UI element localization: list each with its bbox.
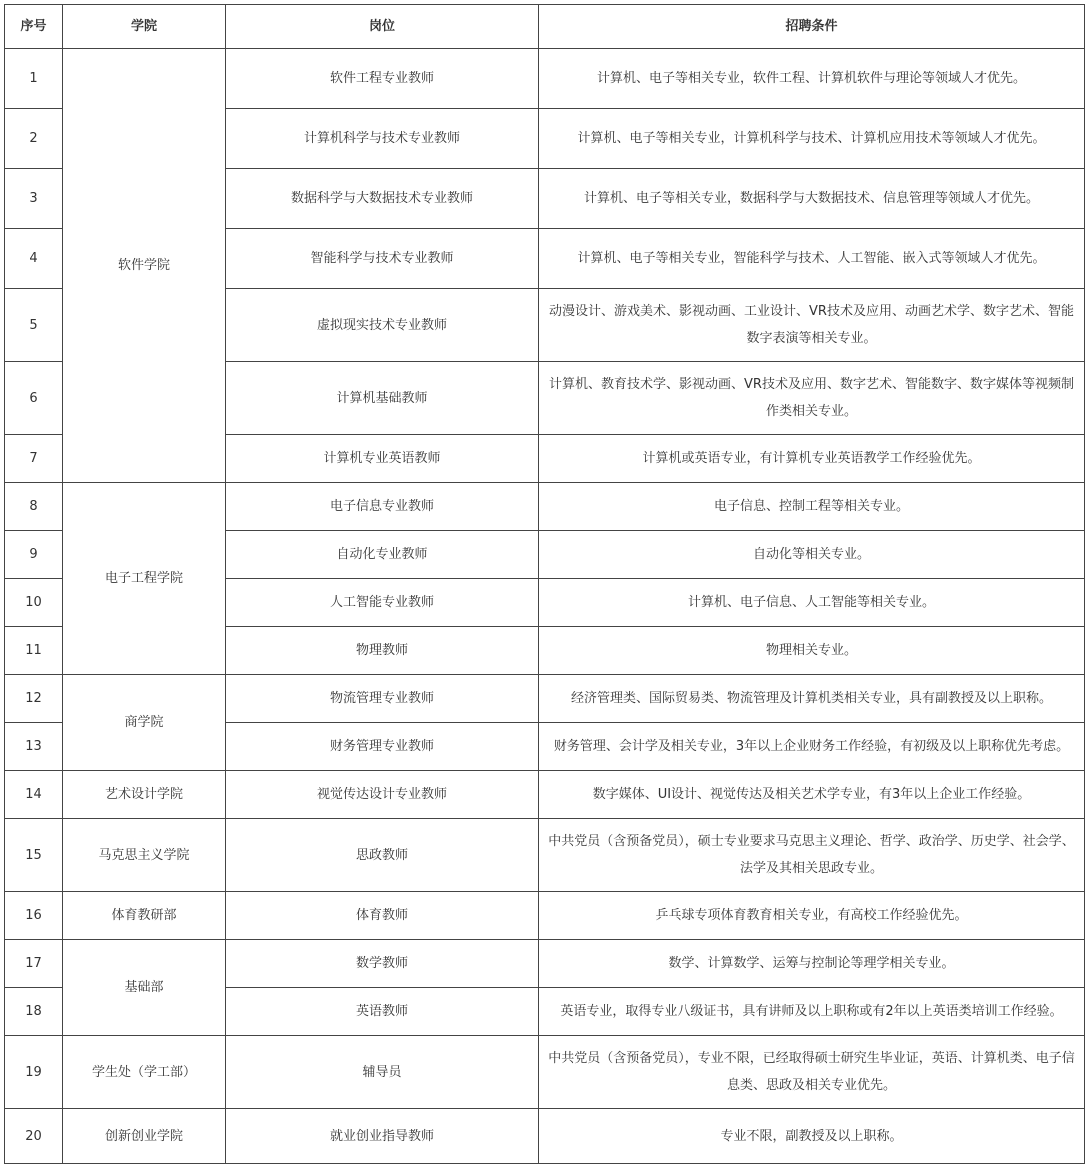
table-row	[5, 771, 1085, 819]
cell-requirement: 自动化等相关专业。	[539, 531, 1085, 579]
cell-no: 15	[5, 819, 63, 892]
cell-position: 数学教师	[226, 940, 539, 988]
cell-position: 虚拟现实技术专业教师	[226, 289, 539, 362]
table-row	[5, 675, 1085, 723]
cell-no: 12	[5, 675, 63, 723]
cell-position: 计算机专业英语教师	[226, 435, 539, 483]
table-row	[5, 483, 1085, 531]
cell-college: 电子工程学院	[63, 483, 226, 675]
cell-requirement: 数学、计算数学、运筹与控制论等理学相关专业。	[539, 940, 1085, 988]
cell-position: 数据科学与大数据技术专业教师	[226, 169, 539, 229]
cell-no: 5	[5, 289, 63, 362]
cell-requirement: 中共党员（含预备党员），硕士专业要求马克思主义理论、哲学、政治学、历史学、社会学、法学及其相关思政专业。	[539, 819, 1085, 892]
cell-requirement: 英语专业，取得专业八级证书，具有讲师及以上职称或有2年以上英语类培训工作经验。	[539, 988, 1085, 1036]
header-requirement: 招聘条件	[539, 5, 1085, 49]
cell-requirement: 物理相关专业。	[539, 627, 1085, 675]
cell-no: 4	[5, 229, 63, 289]
cell-no: 20	[5, 1109, 63, 1164]
cell-requirement: 计算机、电子等相关专业，软件工程、计算机软件与理论等领域人才优先。	[539, 49, 1085, 109]
cell-requirement: 计算机、电子信息、人工智能等相关专业。	[539, 579, 1085, 627]
cell-position: 物理教师	[226, 627, 539, 675]
cell-position: 辅导员	[226, 1036, 539, 1109]
cell-no: 14	[5, 771, 63, 819]
cell-requirement: 专业不限，副教授及以上职称。	[539, 1109, 1085, 1164]
recruitment-table	[4, 4, 1085, 1164]
cell-requirement: 数字媒体、UI设计、视觉传达及相关艺术学专业，有3年以上企业工作经验。	[539, 771, 1085, 819]
cell-no: 2	[5, 109, 63, 169]
cell-position: 视觉传达设计专业教师	[226, 771, 539, 819]
cell-no: 19	[5, 1036, 63, 1109]
cell-no: 1	[5, 49, 63, 109]
cell-college: 创新创业学院	[63, 1109, 226, 1164]
cell-requirement: 计算机、电子等相关专业，数据科学与大数据技术、信息管理等领域人才优先。	[539, 169, 1085, 229]
table-row	[5, 1036, 1085, 1109]
cell-position: 人工智能专业教师	[226, 579, 539, 627]
cell-college: 马克思主义学院	[63, 819, 226, 892]
cell-position: 思政教师	[226, 819, 539, 892]
header-no: 序号	[5, 5, 63, 49]
cell-requirement: 财务管理、会计学及相关专业，3年以上企业财务工作经验，有初级及以上职称优先考虑。	[539, 723, 1085, 771]
cell-position: 体育教师	[226, 892, 539, 940]
cell-position: 就业创业指导教师	[226, 1109, 539, 1164]
cell-position: 计算机基础教师	[226, 362, 539, 435]
cell-requirement: 计算机或英语专业，有计算机专业英语教学工作经验优先。	[539, 435, 1085, 483]
cell-position: 软件工程专业教师	[226, 49, 539, 109]
cell-requirement: 计算机、教育技术学、影视动画、VR技术及应用、数字艺术、智能数字、数字媒体等视频制作类相关专业。	[539, 362, 1085, 435]
header-college: 学院	[63, 5, 226, 49]
cell-college: 软件学院	[63, 49, 226, 483]
table-row	[5, 49, 1085, 109]
cell-position: 自动化专业教师	[226, 531, 539, 579]
cell-position: 智能科学与技术专业教师	[226, 229, 539, 289]
cell-college: 体育教研部	[63, 892, 226, 940]
cell-no: 7	[5, 435, 63, 483]
cell-no: 13	[5, 723, 63, 771]
cell-requirement: 乒乓球专项体育教育相关专业，有高校工作经验优先。	[539, 892, 1085, 940]
cell-no: 6	[5, 362, 63, 435]
table-row	[5, 819, 1085, 892]
cell-position: 英语教师	[226, 988, 539, 1036]
cell-requirement: 中共党员（含预备党员），专业不限，已经取得硕士研究生毕业证，英语、计算机类、电子信息类、思政及相关专业优先。	[539, 1036, 1085, 1109]
table-row	[5, 940, 1085, 988]
cell-no: 17	[5, 940, 63, 988]
cell-position: 电子信息专业教师	[226, 483, 539, 531]
cell-college: 基础部	[63, 940, 226, 1036]
cell-college: 学生处（学工部）	[63, 1036, 226, 1109]
cell-requirement: 计算机、电子等相关专业，智能科学与技术、人工智能、嵌入式等领域人才优先。	[539, 229, 1085, 289]
table-row	[5, 1109, 1085, 1164]
header-position: 岗位	[226, 5, 539, 49]
cell-requirement: 经济管理类、国际贸易类、物流管理及计算机类相关专业，具有副教授及以上职称。	[539, 675, 1085, 723]
cell-position: 财务管理专业教师	[226, 723, 539, 771]
cell-requirement: 电子信息、控制工程等相关专业。	[539, 483, 1085, 531]
cell-no: 11	[5, 627, 63, 675]
cell-requirement: 动漫设计、游戏美术、影视动画、工业设计、VR技术及应用、动画艺术学、数字艺术、智能数字表演等相关专业。	[539, 289, 1085, 362]
cell-no: 9	[5, 531, 63, 579]
cell-position: 物流管理专业教师	[226, 675, 539, 723]
cell-no: 10	[5, 579, 63, 627]
cell-requirement: 计算机、电子等相关专业，计算机科学与技术、计算机应用技术等领域人才优先。	[539, 109, 1085, 169]
cell-no: 8	[5, 483, 63, 531]
table-row	[5, 892, 1085, 940]
cell-college: 艺术设计学院	[63, 771, 226, 819]
cell-college: 商学院	[63, 675, 226, 771]
cell-position: 计算机科学与技术专业教师	[226, 109, 539, 169]
cell-no: 3	[5, 169, 63, 229]
table-body	[5, 49, 1085, 1164]
cell-no: 16	[5, 892, 63, 940]
cell-no: 18	[5, 988, 63, 1036]
header-row	[5, 5, 1085, 49]
